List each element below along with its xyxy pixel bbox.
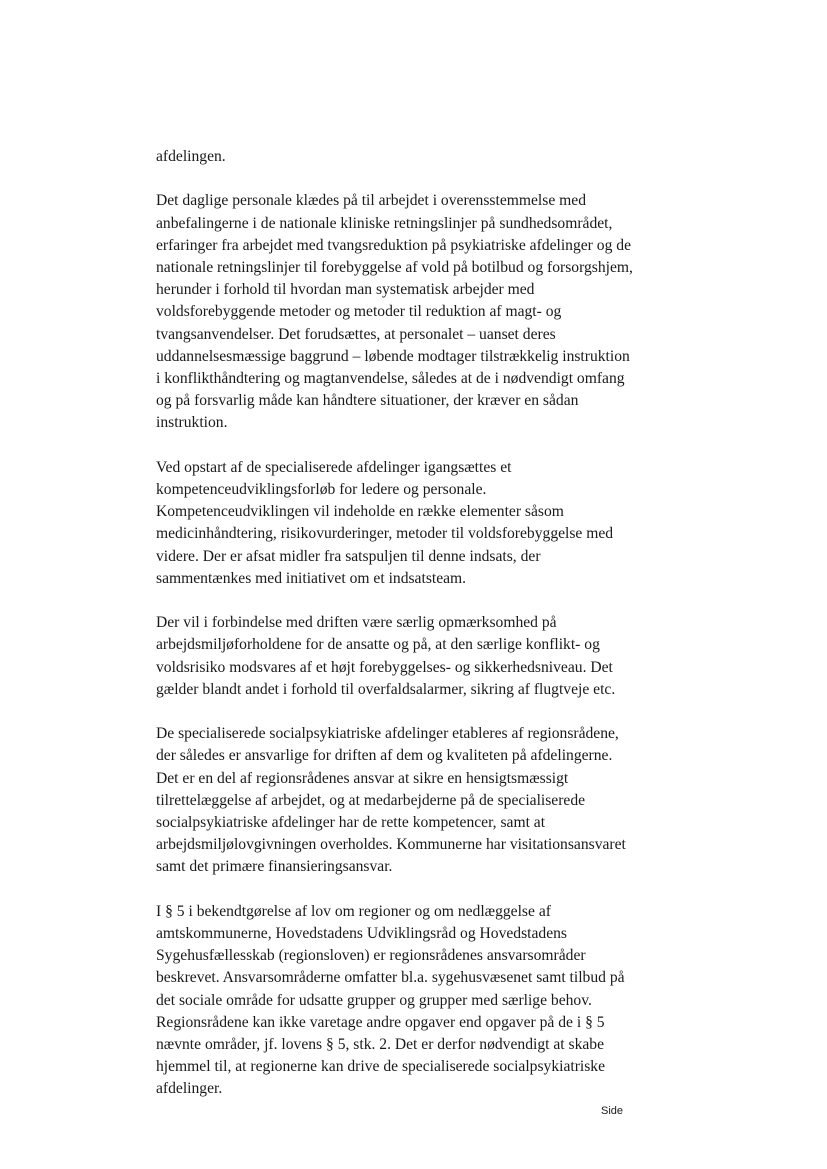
text-line: arbejdsmiljøforholdene for de ansatte og på, at den særlige konflikt- og	[156, 636, 600, 654]
text-line: voldsforebyggende metoder og metoder til reduktion af magt- og	[156, 303, 562, 321]
text-line: erfaringer fra arbejdet med tvangsreduktion på psykiatriske afdelinger og de	[156, 236, 631, 254]
text-line: Der vil i forbindelse med driften være særlig opmærksomhed på	[156, 614, 557, 632]
page-footer-label: Side	[601, 1105, 624, 1117]
text-line: De specialiserede socialpsykiatriske afdelinger etableres af regionsrådene,	[156, 725, 619, 743]
text-line: instruktion.	[156, 414, 228, 432]
text-line: medicinhåndtering, risikovurderinger, metoder til voldsforebyggelse med	[156, 525, 614, 543]
text-line: i konflikthåndtering og magtanvendelse, således at de i nødvendigt omfang	[156, 370, 625, 388]
body-text	[156, 146, 676, 1123]
text-line: gælder blandt andet i forhold til overfaldsalarmer, sikring af flugtveje etc.	[156, 680, 616, 698]
text-line: nævnte områder, jf. lovens § 5, stk. 2. Det er derfor nødvendigt at skabe	[156, 1036, 605, 1054]
text-line: Det daglige personale klædes på til arbejdet i overensstemmelse med	[156, 192, 586, 210]
text-line: der således er ansvarlige for driften af dem og kvaliteten på afdelingerne.	[156, 747, 613, 765]
text-line: hjemmel til, at regionerne kan drive de specialiserede socialpsykiatriske	[156, 1058, 606, 1076]
text-line: anbefalingerne i de nationale kliniske retningslinjer på sundhedsområdet,	[156, 214, 613, 232]
text-line: Sygehusfællesskab (regionsloven) er regionsrådenes ansvarsområder	[156, 947, 586, 965]
paragraph	[156, 146, 676, 168]
text-line: tvangsanvendelser. Det forudsættes, at personalet – uanset deres	[156, 325, 556, 343]
text-line: sammentænkes med initiativet om et indsatsteam.	[156, 569, 467, 587]
text-line: uddannelsesmæssige baggrund – løbende modtager tilstrækkelig instruktion	[156, 347, 630, 365]
text-line: I § 5 i bekendtgørelse af lov om regioner og om nedlæggelse af	[156, 902, 551, 920]
text-line: beskrevet. Ansvarsområderne omfatter bl.a. sygehusvæsenet samt tilbud på	[156, 969, 625, 987]
text-line: voldsrisiko modsvares af et højt forebyggelses- og sikkerhedsniveau. Det	[156, 658, 613, 676]
text-line: det sociale område for udsatte grupper og grupper med særlige behov.	[156, 991, 592, 1009]
text-line: tilrettelæggelse af arbejdet, og at medarbejderne på de specialiserede	[156, 791, 586, 809]
text-line: Det er en del af regionsrådenes ansvar at sikre en hensigtsmæssigt	[156, 769, 569, 787]
text-line: afdelinger.	[156, 1080, 223, 1098]
paragraph	[156, 723, 676, 878]
text-line: Regionsrådene kan ikke varetage andre opgaver end opgaver på de i § 5	[156, 1013, 605, 1031]
text-line: amtskommunerne, Hovedstadens Udviklingsråd og Hovedstadens	[156, 925, 567, 943]
text-line: herunder i forhold til hvordan man systematisk arbejder med	[156, 281, 535, 299]
paragraph	[156, 457, 676, 590]
text-line: og på forsvarlig måde kan håndtere situationer, der kræver en sådan	[156, 392, 579, 410]
text-line: samt det primære finansieringsansvar.	[156, 858, 393, 876]
text-line: kompetenceudviklingsforløb for ledere og personale.	[156, 481, 487, 499]
text-line: nationale retningslinjer til forebyggelse af vold på botilbud og forsorgshjem,	[156, 259, 633, 276]
text-line: Ved opstart af de specialiserede afdelinger igangsættes et	[156, 458, 512, 476]
paragraph	[156, 901, 676, 1101]
text-line: Kompetenceudviklingen vil indeholde en række elementer såsom	[156, 503, 564, 521]
text-line: socialpsykiatriske afdelinger har de rette kompetencer, samt at	[156, 814, 546, 832]
text-line: afdelingen.	[156, 148, 226, 165]
paragraph	[156, 190, 676, 434]
text-line: arbejdsmiljølovgivningen overholdes. Kommunerne har visitationsansvaret	[156, 836, 626, 854]
text-line: videre. Der er afsat midler fra satspuljen til denne indsats, der	[156, 547, 541, 565]
paragraph	[156, 612, 676, 701]
